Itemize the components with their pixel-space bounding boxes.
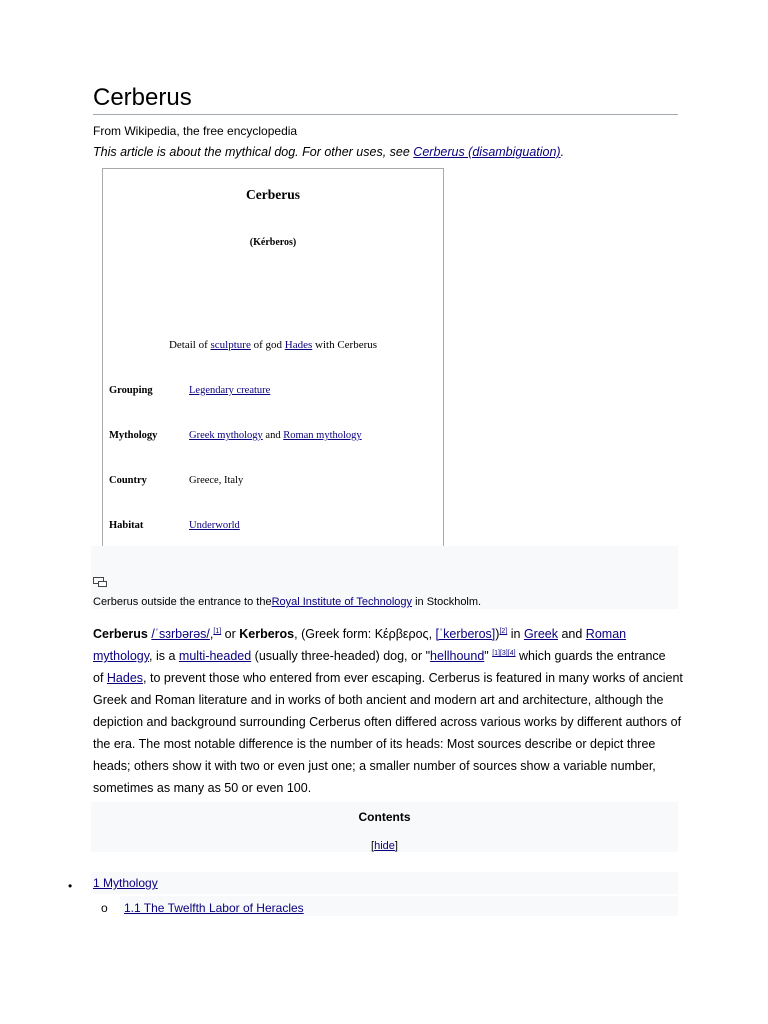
hades-link[interactable]: Hades — [106, 671, 144, 685]
text: (usually three-headed) dog, or " — [251, 649, 431, 663]
bracket: [ — [371, 840, 375, 852]
paragraph-line: depiction and background surrounding Cerberus often differed across various works by different authors of — [93, 715, 682, 729]
toc-item-twelfth-labor[interactable] — [120, 896, 678, 916]
enlarge-icon[interactable] — [93, 577, 107, 587]
row-label: Mythology — [109, 430, 158, 441]
infobox-subtitle: (Kérberos) — [249, 237, 297, 248]
pronunciation-link[interactable]: /ˈsɜrbərəs/ — [151, 627, 210, 641]
paragraph-line: Greek and Roman literature and in works of both ancient and modern art and architecture, although the — [93, 693, 664, 707]
text: which guards the entrance — [515, 649, 666, 663]
infobox — [102, 168, 444, 547]
greek-mythology-link[interactable]: Greek mythology — [189, 430, 263, 441]
paragraph-line — [93, 623, 680, 645]
bracket: ] — [394, 840, 398, 852]
text: of — [93, 671, 107, 685]
bold-term: Cerberus — [93, 627, 148, 641]
bold-term: Kerberos — [239, 627, 295, 641]
text: , (Greek form: Κέρβερος, — [294, 627, 436, 641]
hades-link[interactable]: Hades — [284, 339, 313, 351]
paragraph-line — [93, 667, 683, 689]
greek-link[interactable]: Greek — [523, 627, 558, 641]
page-title: Cerberus — [93, 84, 192, 111]
citation-link[interactable]: [1][3][4] — [492, 649, 516, 657]
paragraph-line — [93, 645, 680, 667]
disambiguation-link[interactable]: Cerberus (disambiguation) — [413, 145, 561, 159]
underworld-link[interactable]: Underworld — [189, 520, 240, 531]
list-bullet: o — [101, 901, 108, 915]
caption-text: in Stockholm. — [412, 596, 482, 608]
infobox-title: Cerberus — [246, 187, 300, 202]
hatnote-text: This article is about the mythical dog. For other uses, see — [93, 145, 414, 159]
roman-link[interactable]: Roman — [585, 627, 627, 641]
text: , to prevent those who entered from ever escaping. Cerberus is featured in many works of ancient — [143, 671, 683, 685]
cell-border — [443, 457, 444, 499]
toc-item-mythology[interactable] — [91, 872, 678, 894]
royal-institute-link[interactable]: Royal Institute of Technology — [271, 596, 413, 608]
caption-text: Detail of — [168, 339, 211, 351]
cell-border — [443, 367, 444, 409]
text: , — [209, 627, 214, 641]
list-bullet: • — [68, 879, 73, 893]
row-label: Country — [109, 475, 147, 486]
paragraph-line: the era. The most notable difference is the number of its heads: Most sources describe or depict three — [93, 737, 656, 751]
value-text: and — [262, 430, 284, 441]
toc-hide-link[interactable]: hide — [374, 840, 395, 852]
infobox-caption — [103, 339, 443, 351]
text: ) — [495, 627, 500, 641]
cell-border — [443, 264, 444, 364]
row-label: Grouping — [109, 385, 153, 396]
multi-headed-link[interactable]: multi-headed — [178, 649, 252, 663]
text: " — [484, 649, 493, 663]
text: , is a — [149, 649, 179, 663]
cell-border — [443, 219, 444, 261]
text: and — [557, 627, 586, 641]
tagline: From Wikipedia, the free encyclopedia — [93, 124, 298, 138]
mythology-link[interactable]: mythology — [93, 649, 150, 663]
citation-link[interactable]: [2] — [499, 627, 508, 635]
image-caption — [93, 596, 481, 608]
cell-border — [443, 502, 444, 546]
toc-link[interactable]: 1 Mythology — [93, 876, 158, 890]
paragraph-line: sometimes as many as 50 or even 100. — [93, 781, 312, 795]
caption-text: with Cerberus — [312, 339, 378, 351]
paragraph-line: heads; others show it with two or even just one; a smaller number of sources show a variable number, — [93, 759, 656, 773]
row-label: Habitat — [109, 520, 144, 531]
toc-toggle — [91, 840, 678, 852]
hellhound-link[interactable]: hellhound — [430, 649, 485, 663]
row-value: Greece, Italy — [189, 475, 244, 486]
caption-text: Cerberus outside the entrance to the — [93, 596, 272, 608]
citation-link[interactable]: [1] — [213, 627, 222, 635]
cell-border — [443, 412, 444, 454]
toc-link[interactable]: 1.1 The Twelfth Labor of Heracles — [124, 901, 304, 915]
ipa-link[interactable]: [ˈkerberos] — [435, 627, 496, 641]
cell-border — [443, 168, 444, 216]
text: or — [221, 627, 240, 641]
toc-title: Contents — [358, 810, 411, 824]
hatnote — [93, 145, 564, 159]
intro-paragraph — [93, 623, 683, 799]
legendary-creature-link[interactable]: Legendary creature — [189, 385, 271, 396]
roman-mythology-link[interactable]: Roman mythology — [283, 430, 362, 441]
sculpture-link[interactable]: sculpture — [210, 339, 251, 351]
hatnote-end: . — [560, 145, 565, 159]
text: in — [507, 627, 524, 641]
caption-text: of god — [250, 339, 285, 351]
title-divider — [93, 114, 678, 115]
row-value — [189, 430, 362, 441]
table-of-contents — [91, 802, 678, 852]
